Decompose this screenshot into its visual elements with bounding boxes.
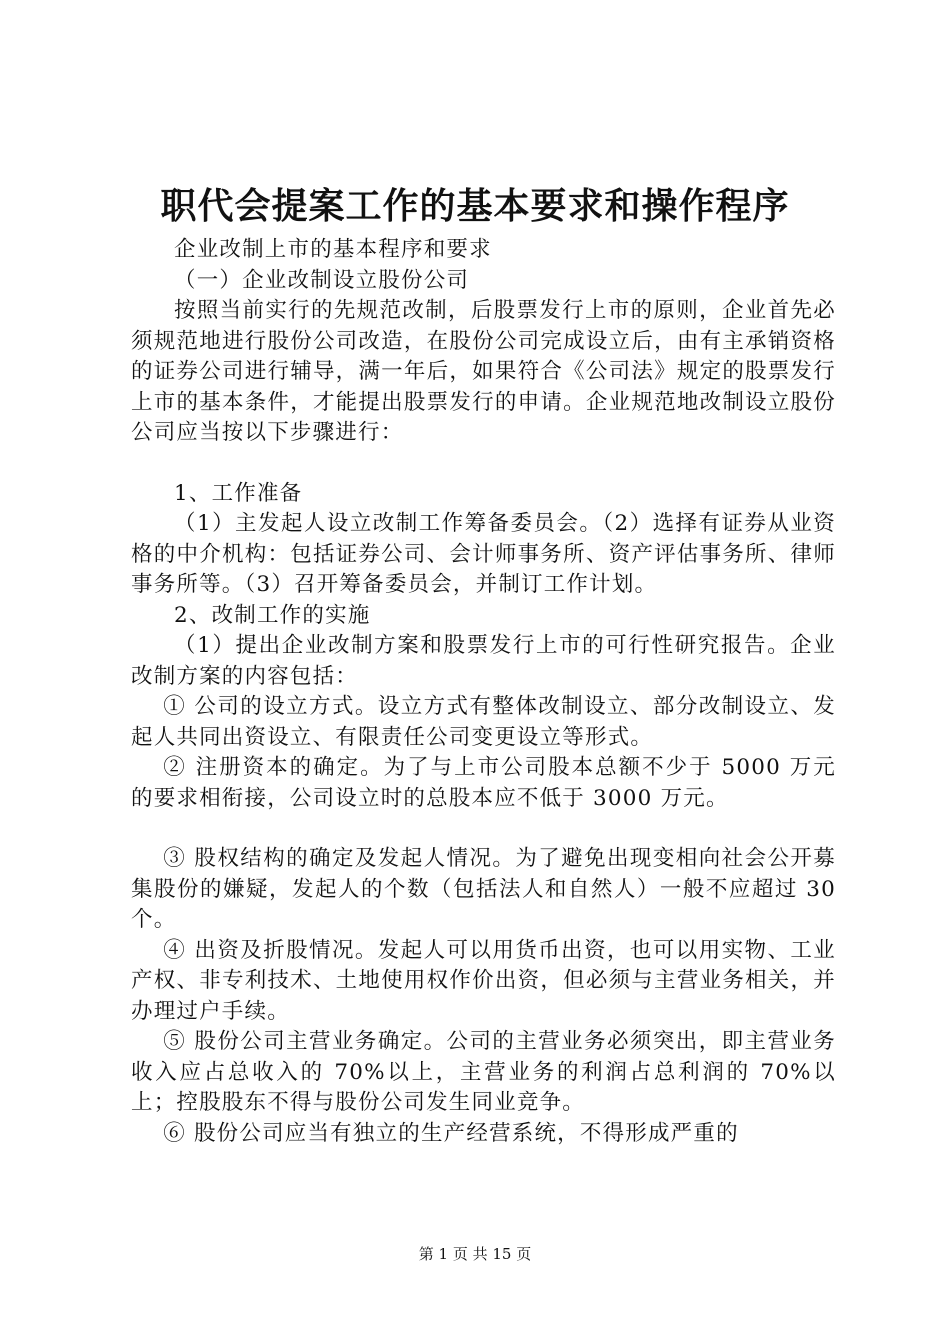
subtitle: 企业改制上市的基本程序和要求 [174,237,492,262]
document-body [131,235,836,1149]
list-item: ⑤ 股份公司主营业务确定。公司的主营业务必须突出，即主营业务收入应占总收入的 70%以上，主营业务的利润占总利润的 70%以上；控股股东不得与股份公司发生同业竞争。 [131,1029,836,1115]
document-title: 职代会提案工作的基本要求和操作程序 [160,185,790,227]
page-number: 第 1 页 共 15 页 [418,1245,532,1263]
paragraph: （1）主发起人设立改制工作筹备委员会。（2）选择有证券从业资格的中介机构：包括证券公司、会计师事务所、资产评估事务所、律师事务所等。（3）召开筹备委员会，并制订工作计划。 [131,511,836,597]
spacer [131,449,836,479]
paragraph: 按照当前实行的先规范改制，后股票发行上市的原则，企业首先必须规范地进行股份公司改造，在股份公司完成设立后，由有主承销资格的证券公司进行辅导，满一年后，如果符合《公司法》规定的股票发行上市的基本条件，才能提出股票发行的申请。企业规范地改制设立股份公司应当按以下步骤进行： [131,298,836,445]
list-item: ① 公司的设立方式。设立方式有整体改制设立、部分改制设立、发起人共同出资设立、有限责任公司变更设立等形式。 [131,694,836,750]
section-heading: （一）企业改制设立股份公司 [174,267,470,293]
spacer [131,814,836,844]
list-item: ③ 股权结构的确定及发起人情况。为了避免出现变相向社会公开募集股份的嫌疑，发起人的个数（包括法人和自然人）一般不应超过 30 个。 [131,846,836,932]
paragraph: （1）提出企业改制方案和股票发行上市的可行性研究报告。企业改制方案的内容包括： [131,633,836,689]
step-heading: 2、改制工作的实施 [174,602,371,628]
step-heading: 1、工作准备 [174,480,303,506]
list-item: ② 注册资本的确定。为了与上市公司股本总额不少于 5000 万元的要求相衔接，公司设立时的总股本应不低于 3000 万元。 [131,755,836,811]
list-item: ④ 出资及折股情况。发起人可以用货币出资，也可以用实物、工业产权、非专利技术、土地使用权作价出资，但必须与主营业务相关，并办理过户手续。 [131,937,836,1024]
list-item: ⑥ 股份公司应当有独立的生产经营系统，不得形成严重的 [163,1120,739,1146]
